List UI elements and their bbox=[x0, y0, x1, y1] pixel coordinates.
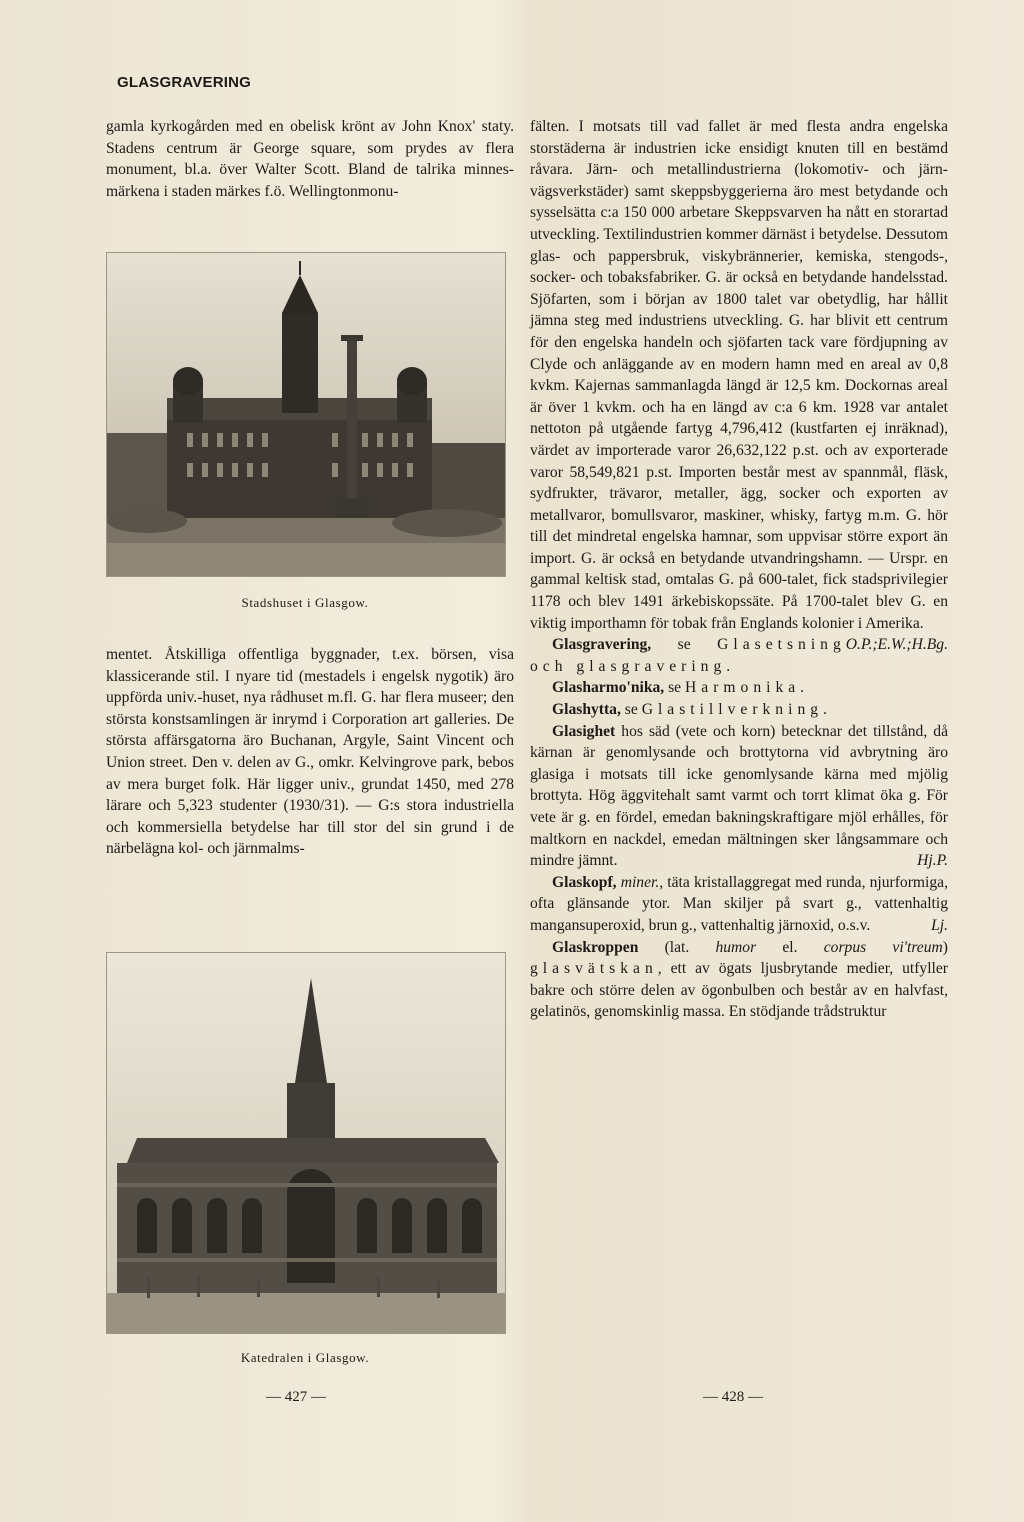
left-paragraph-1: gamla kyrkogården med en obelisk krönt av John Knox' staty. Stadens centrum är George square, som prydes av flera monument, bl.a. över Walter Scott. Bland de talrika minnesmärkena i staden märkes f.ö. Wellingtonmonu- bbox=[106, 118, 514, 200]
entry-glaskroppen-text: , ett av ögats ljusbrytande medier, utfyller bakre och större delen av ögonbulben och består av en halvfast, gelatinös, genomskinlig massa. En stödjande trådstruktur bbox=[530, 960, 948, 1021]
entry-glaskroppen-latin-2: corpus vi'treum bbox=[823, 938, 943, 956]
headword-glashytta: Glashytta, bbox=[552, 701, 621, 719]
entry-glaskopf bbox=[530, 872, 948, 937]
entry-glaskroppen bbox=[530, 937, 948, 1023]
signature-1: O.P.;E.W.;H.Bg. bbox=[845, 636, 948, 654]
headword-glasighet: Glasighet bbox=[552, 722, 616, 740]
figure-2-caption: Katedralen i Glasgow. bbox=[240, 1350, 370, 1365]
right-column-text bbox=[530, 116, 948, 1023]
page-number-right: — 428 — bbox=[703, 1389, 763, 1405]
entry-glasgravering-ref: Glasetsning och glasgravering. bbox=[530, 636, 846, 675]
entry-glasharmonika bbox=[530, 677, 948, 699]
left-column-top-text bbox=[106, 116, 514, 202]
headword-glasharmonika: Glasharmo'nika, bbox=[552, 679, 665, 697]
entry-glashytta-ref: Glastillverkning. bbox=[641, 701, 832, 719]
entry-glashytta bbox=[530, 699, 948, 721]
headword-glasgravering: Glasgravering, bbox=[552, 636, 652, 654]
left-paragraph-2: mentet. Åtskilliga offentliga byggnader, t.ex. börsen, visa klassicerande stil. I nyare tid (mestadels i engelsk nygotik) äro uppförda univ.-huset, nya rådhuset m.fl. G. har flera museer; den största konstsamlingen är inrymd i Corporation art galleries. De största affärsgatorna äro Buchanan, Argyle, Saint Vincent och Union street. Den v. delen av G., omkr. Kelvingrove park, bebos av mera burget folk. Här ligger univ., grundat 1450, med 278 lärare och 5,323 studenter (1930/31). — G:s stora industriella och kommersiella betydelse har till stor del sin grund i de närbelägna kol- och järnmalms- bbox=[106, 646, 514, 858]
entry-glaskopf-text: täta kristallaggregat med runda, njurformiga, ofta glänsande ytor. Man skiljer på svart g., vattenhaltig mangansuperoxid, brun g., vattenhaltig järnoxid, o.s.v. bbox=[530, 873, 948, 934]
entry-glaskroppen-mid: el. bbox=[756, 938, 824, 956]
entry-glasharmonika-ref: Harmonika. bbox=[685, 679, 810, 697]
page-number-left: — 427 — bbox=[266, 1389, 326, 1405]
city-hall-photo bbox=[106, 252, 506, 577]
entry-glasgravering-se: se bbox=[651, 636, 718, 654]
city-hall-illustration bbox=[107, 253, 505, 576]
entry-glaskroppen-post: ) bbox=[942, 938, 948, 956]
entry-glasighet-text: hos säd (vete och korn) betecknar det tillstånd, då kärnan är genomlysande och brottytorna vid avbrytning äro glasiga i motsats till icke genomlysande kärna med mjölig brottyta. Hög äggvitehalt samt varmt och torrt klimat öka g. För vete är g. en fördel, emedan bakningskraftigare mjöl erhålles, för maltkorn en nackdel, emedan mältningen sker långsammare och mindre jämnt. bbox=[530, 722, 948, 870]
running-head: GLASGRAVERING bbox=[117, 74, 251, 91]
headword-glaskroppen: Glaskroppen bbox=[552, 938, 639, 956]
entry-glasharmonika-se: se bbox=[664, 679, 686, 697]
cathedral-photo bbox=[106, 952, 506, 1334]
cathedral-illustration bbox=[107, 953, 505, 1333]
entry-glaskroppen-latin-1: humor bbox=[715, 938, 757, 956]
right-paragraph-1-text: fälten. I motsats till vad fallet är med flesta andra engelska storstäderna är industrien icke ensidigt knuten till en bestämd råvara. Järn- och metallindustrierna (lokomotiv- och järnvägsverkstäder) samt skeppsbyggerierna äro mest betydande och sysselsätta c:a 150 000 arbetare Skeppsvarven ha nått en storartad utveckling. Textilindustrien kommer därnäst i betydelse. Dessutom glas- och pappersbruk, viskybrännerier, kemiska, stengods-, socker- och tobaksfabriker. G. är också en betydande handelsstad. Sjöfarten, som i början av 1800 talet var obetydlig, har hållit jämna steg med industriens utveckling. G. har blivit ett centrum för den engelska handeln och sjöfarten tack vare fördjupning av Clyde och anläggande av en modern hamn med en areal av 0,8 kvkm. Kajernas sammanlagda längd är 12,5 km. Dockornas areal är över 1 kvkm. och ha en längd av c:a 6 km. 1928 var antalet nettoton på utgående fartyg 4,796,412 (kustfarten ej inräknad), värdet av importerade varor 26,632,122 p.st. och av exporterade varor 58,549,821 p.st. Importen består mest av spannmål, fläsk, sydfrukter, trävaror, metaller, ägg, socker och exporten av metallvaror, bomullsvaror, maskiner, whisky, fartyg m.m. G. hör till det mindretal engelska hamnar, som uppvisar större export än import. G. är också en betydande utvandringshamn. — Urspr. en gammal keltisk stad, omtalas G. på 600-talet, fick stadsprivilegier 1178 och blev 1491 ärkebiskopssäte. På 1700-talet blev G. en viktig importhamn för tobak från Englands kolonier i Amerika. bbox=[530, 118, 948, 632]
entry-glaskopf-abbr: miner., bbox=[616, 873, 664, 891]
left-column-bottom-text bbox=[106, 644, 514, 860]
entry-glaskroppen-spaced: glasvätskan bbox=[530, 960, 658, 978]
headword-glaskopf: Glaskopf, bbox=[552, 873, 617, 891]
figure-1-caption: Stadshuset i Glasgow. bbox=[241, 595, 369, 610]
entry-glasighet bbox=[530, 721, 948, 872]
signature-glasighet: Hj.P. bbox=[917, 852, 948, 870]
entry-glaskroppen-pre: (lat. bbox=[638, 938, 716, 956]
signature-glaskopf: Lj. bbox=[931, 916, 948, 934]
entry-glashytta-se: se bbox=[620, 701, 642, 719]
